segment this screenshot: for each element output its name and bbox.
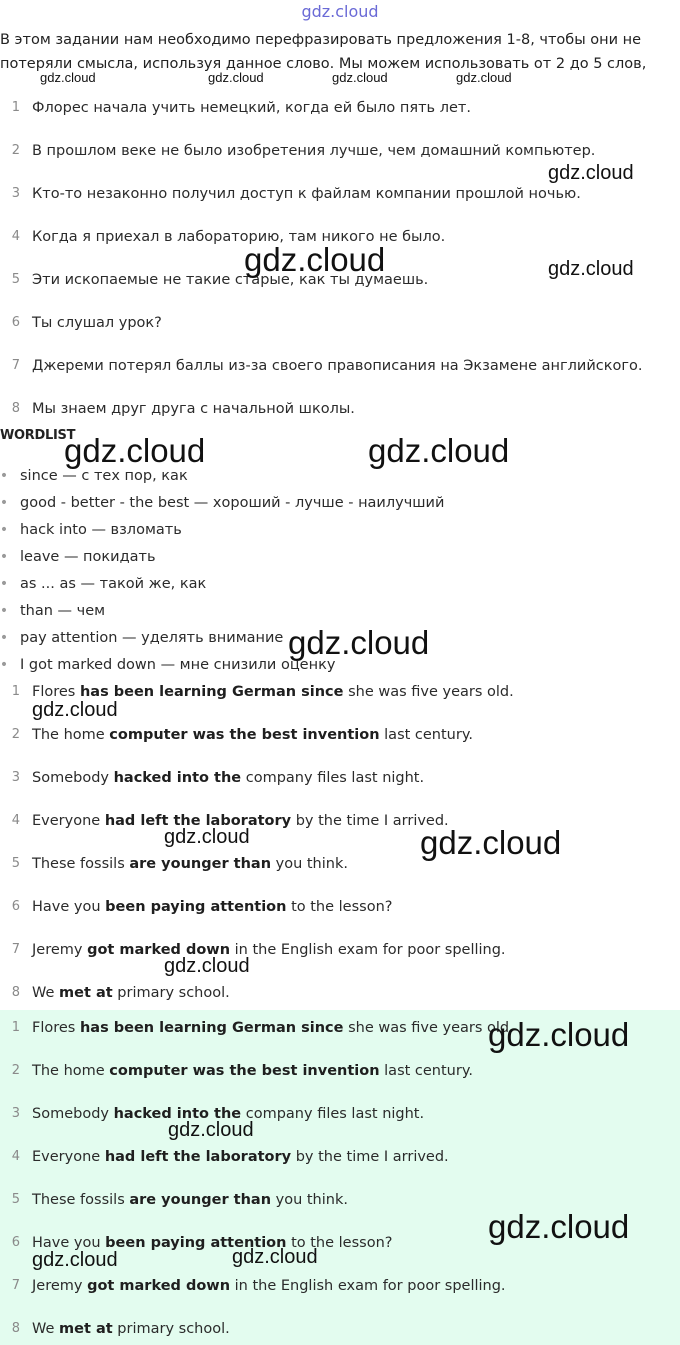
item-text [32,723,473,747]
watermark: gdz.cloud [40,70,96,85]
wordlist-heading: WORDLIST [0,428,76,443]
site-logo[interactable]: gdz.cloud [301,2,379,21]
answer-row [0,981,680,1005]
wordlist-item [0,653,335,677]
text-fragment: Have you [32,899,106,915]
item-number: 1 [11,100,20,115]
answer-highlight: has been learning German since [79,1020,344,1036]
answer-highlight: hacked into the [113,1106,242,1122]
item-number: 4 [11,229,20,244]
watermark: gdz.cloud [488,1016,630,1053]
item-number: 2 [11,1063,20,1078]
wordlist-text: since — с тех пор, как [20,468,188,484]
answer-row [0,852,680,876]
item-number: 8 [11,985,20,1000]
item-number: 6 [11,315,20,330]
text-fragment: These fossils [32,856,130,872]
intro-line-2: потеряли смысла, используя данное слово. Мы можем использовать от 2 до 5 слов, [0,56,647,72]
intro-line-1: В этом задании нам необходимо перефразировать предложения 1-8, чтобы они не [0,32,642,48]
wordlist-text: than — чем [20,603,106,619]
item-text [32,397,355,421]
item-number: 5 [11,856,20,871]
text-fragment: you think. [271,856,348,872]
item-number: 8 [11,1321,20,1336]
text-fragment: Эти ископаемые не такие старые, как ты думаешь. [32,272,429,288]
item-number: 8 [11,401,20,416]
text-fragment: Somebody [32,770,114,786]
text-fragment: last century. [379,1063,473,1079]
item-number: 2 [11,727,20,742]
answer-row [0,1145,680,1169]
text-fragment: The home [32,727,110,743]
answer-row [0,1317,680,1341]
text-fragment: she was five years old. [343,1020,514,1036]
text-fragment: Когда я приехал в лабораторию, там никого не было. [32,229,446,245]
text-fragment: in the English exam for poor spelling. [230,1278,506,1294]
item-text [32,96,471,120]
text-fragment: Jeremy [32,1278,88,1294]
text-fragment: Джереми потерял баллы из-за своего правописания на Экзамене английского. [32,358,643,374]
sentence-row [0,182,680,206]
wordlist-text: hack into — взломать [20,522,182,538]
wordlist-text: leave — покидать [20,549,156,565]
answer-row [0,766,680,790]
item-number: 7 [11,1278,20,1293]
watermark: gdz.cloud [548,258,634,280]
text-fragment: We [32,1321,60,1337]
answer-highlight: got marked down [87,942,231,958]
item-number: 5 [11,1192,20,1207]
watermark: gdz.cloud [332,70,388,85]
text-fragment: Jeremy [32,942,88,958]
sentence-row [0,139,680,163]
sentence-row [0,397,680,421]
answer-row [0,1274,680,1298]
item-text [32,766,424,790]
text-fragment: you think. [271,1192,348,1208]
item-number: 3 [11,186,20,201]
bullet-icon: • [0,630,9,646]
item-text [32,1188,348,1212]
bullet-icon: • [0,576,9,592]
text-fragment: Everyone [32,1149,105,1165]
watermark: gdz.cloud [164,955,250,977]
item-number: 2 [11,143,20,158]
text-fragment: Кто-то незаконно получил доступ к файлам компании прошлой ночью. [32,186,581,202]
answer-row [0,895,680,919]
text-fragment: Everyone [32,813,105,829]
answer-row [0,938,680,962]
answer-row [0,809,680,833]
bullet-icon: • [0,522,9,538]
item-number: 5 [11,272,20,287]
watermark: gdz.cloud [488,1208,630,1245]
item-text [32,139,595,163]
item-text [32,1145,449,1169]
watermark: gdz.cloud [288,624,430,661]
wordlist-item [0,572,206,596]
wordlist-text: as ... as — такой же, как [20,576,207,592]
item-number: 7 [11,942,20,957]
text-fragment: company files last night. [241,1106,425,1122]
item-text [32,895,392,919]
item-number: 1 [11,684,20,699]
watermark: gdz.cloud [420,824,562,861]
answer-highlight: got marked down [87,1278,231,1294]
text-fragment: Флорес начала учить немецкий, когда ей было пять лет. [32,100,471,116]
watermark: gdz.cloud [244,241,386,278]
wordlist-item [0,599,105,623]
answer-highlight: hacked into the [113,770,242,786]
answer-row [0,1102,680,1126]
answer-highlight: has been learning German since [79,684,344,700]
text-fragment: she was five years old. [343,684,514,700]
item-text [32,981,230,1005]
answer-highlight: had left the laboratory [104,1149,292,1165]
watermark: gdz.cloud [232,1246,318,1268]
bullet-icon: • [0,603,9,619]
answer-highlight: computer was the best invention [109,727,380,743]
item-number: 6 [11,1235,20,1250]
wordlist-item [0,545,156,569]
watermark: gdz.cloud [32,1249,118,1271]
text-fragment: primary school. [112,1321,230,1337]
text-fragment: last century. [379,727,473,743]
wordlist-text: I got marked down — мне снизили оценку [20,657,336,673]
watermark: gdz.cloud [368,432,510,469]
watermark: gdz.cloud [456,70,512,85]
text-fragment: These fossils [32,1192,130,1208]
wordlist-item [0,626,283,650]
watermark: gdz.cloud [208,70,264,85]
item-number: 4 [11,813,20,828]
text-fragment: primary school. [112,985,230,1001]
bullet-icon: • [0,657,9,673]
answer-highlight: been paying attention [105,1235,287,1251]
sentence-row [0,311,680,335]
text-fragment: Have you [32,1235,106,1251]
item-number: 6 [11,899,20,914]
item-text [32,311,162,335]
wordlist-item [0,518,182,542]
text-fragment: В прошлом веке не было изобретения лучше, чем домашний компьютер. [32,143,596,159]
answer-highlight: met at [59,985,113,1001]
bullet-icon: • [0,495,9,511]
text-fragment: The home [32,1063,110,1079]
answer-row [0,723,680,747]
item-text [32,1059,473,1083]
item-text [32,182,581,206]
answer-highlight: computer was the best invention [109,1063,380,1079]
item-number: 3 [11,1106,20,1121]
text-fragment: by the time I arrived. [291,1149,449,1165]
text-fragment: Somebody [32,1106,114,1122]
watermark: gdz.cloud [64,432,206,469]
answer-highlight: had left the laboratory [104,813,292,829]
text-fragment: We [32,985,60,1001]
item-text [32,938,506,962]
answer-highlight: been paying attention [105,899,287,915]
answer-highlight: met at [59,1321,113,1337]
watermark: gdz.cloud [168,1119,254,1141]
text-fragment: in the English exam for poor spelling. [230,942,506,958]
item-text [32,1016,514,1040]
answer-highlight: are younger than [129,1192,272,1208]
wordlist-text: pay attention — уделять внимание [20,630,284,646]
wordlist-item [0,491,444,515]
item-text [32,852,348,876]
answer-highlight: are younger than [129,856,272,872]
item-number: 7 [11,358,20,373]
wordlist-text: good - better - the best — хороший - лучше - наилучший [20,495,445,511]
bullet-icon: • [0,549,9,565]
text-fragment: by the time I arrived. [291,813,449,829]
text-fragment: Ты слушал урок? [32,315,162,331]
item-text [32,1274,506,1298]
watermark: gdz.cloud [32,699,118,721]
bullet-icon: • [0,468,9,484]
watermark: gdz.cloud [548,162,634,184]
item-text [32,1317,230,1341]
item-number: 4 [11,1149,20,1164]
item-number: 1 [11,1020,20,1035]
sentence-row [0,96,680,120]
text-fragment: to the lesson? [286,1235,393,1251]
item-text [32,354,642,378]
answer-row [0,1059,680,1083]
text-fragment: Мы знаем друг друга с начальной школы. [32,401,355,417]
text-fragment: Flores [32,1020,80,1036]
sentence-row [0,354,680,378]
text-fragment: company files last night. [241,770,425,786]
text-fragment: Flores [32,684,80,700]
text-fragment: to the lesson? [286,899,393,915]
watermark: gdz.cloud [164,826,250,848]
item-number: 3 [11,770,20,785]
